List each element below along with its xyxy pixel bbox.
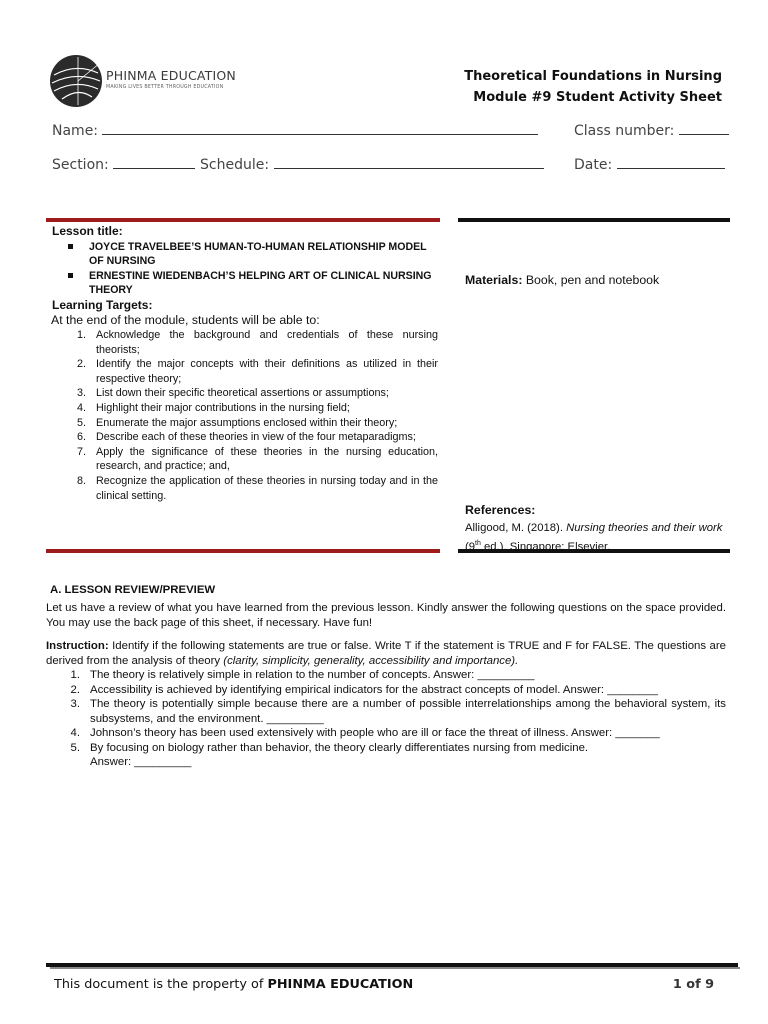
lesson-title-item: ERNESTINE WIEDENBACH’S HELPING ART OF CLINICAL NURSING THEORY <box>68 269 438 297</box>
references <box>465 503 735 555</box>
list-item: 8. Recognize the application of these theories in nursing today and in the clinical setting. <box>76 474 438 502</box>
section-heading: A. LESSON REVIEW/PREVIEW <box>50 584 216 596</box>
schedule-field[interactable] <box>200 155 544 173</box>
date-label: Date: <box>574 157 613 173</box>
schedule-blank[interactable] <box>274 155 544 169</box>
footer-property: This document is the property of PHINMA EDUCATION <box>54 977 414 992</box>
name-field[interactable] <box>52 121 538 139</box>
footer-rule-shadow <box>50 967 740 969</box>
module-title: Module #9 Student Activity Sheet <box>473 90 722 105</box>
references-label: References: <box>465 503 536 517</box>
phinma-logo <box>48 53 248 109</box>
reference-entry: Alligood, M. (2018). Nursing theories and their work (9th ed.). Singapore: Elsevier. <box>465 522 723 553</box>
list-item: 3. The theory is potentially simple because there are a number of possible interrelationships among the behavioral system, its subsystems, and the environment. _________ <box>70 698 726 725</box>
name-blank[interactable] <box>102 121 538 135</box>
list-item: 1. The theory is relatively simple in relation to the number of concepts. Answer: _________ <box>70 669 535 681</box>
list-item: 6. Describe each of these theories in view of the four metaparadigms; <box>76 431 416 444</box>
class-number-field[interactable] <box>574 121 729 139</box>
document-title <box>464 66 722 108</box>
page-number: 1 of 9 <box>672 977 714 992</box>
materials <box>465 273 659 287</box>
lesson-review-section <box>46 584 726 770</box>
true-false-items <box>46 668 726 770</box>
list-item: 7. Apply the significance of these theories in the nursing education, research, and practice; and, <box>76 445 438 473</box>
learning-targets-label: Learning Targets: <box>52 298 153 312</box>
materials-label: Materials: <box>465 273 523 287</box>
schedule-label: Schedule: <box>200 157 270 173</box>
lesson-bottom-rule <box>46 549 440 553</box>
learning-targets-list <box>68 328 438 503</box>
materials-text: Book, pen and notebook <box>525 273 660 287</box>
footer-owner: PHINMA EDUCATION <box>267 977 414 992</box>
lesson-panel <box>46 224 438 503</box>
list-item: 4. Highlight their major contributions in the nursing field; <box>76 401 350 414</box>
class-number-blank[interactable] <box>679 121 729 135</box>
list-item: 2. Accessibility is achieved by identifying empirical indicators for the abstract concepts of model. Answer: ________ <box>70 683 658 696</box>
course-title: Theoretical Foundations in Nursing <box>464 69 722 84</box>
lesson-title-item: JOYCE TRAVELBEE’S HUMAN-TO-HUMAN RELATIONSHIP MODEL OF NURSING <box>68 240 438 268</box>
item-5-answer: Answer: _________ <box>90 756 192 768</box>
lesson-top-rule <box>46 218 440 222</box>
date-blank[interactable] <box>617 155 725 169</box>
brand-name: PHINMA EDUCATION <box>106 68 236 83</box>
list-item: 1. Acknowledge the background and credentials of these nursing theorists; <box>76 329 438 356</box>
section-blank[interactable] <box>113 155 195 169</box>
section-label: Section: <box>52 157 109 173</box>
review-intro: Let us have a review of what you have learned from the previous lesson. Kindly answer the following questions on the space provided. You may use the back page of this sheet, if necessary. Have fun! <box>46 602 726 629</box>
list-item: 3. List down their specific theoretical assertions or assumptions; <box>76 387 389 400</box>
brand-tagline: MAKING LIVES BETTER THROUGH EDUCATION <box>106 85 224 90</box>
name-label: Name: <box>52 123 99 139</box>
list-item: 4. Johnson’s theory has been used extensively with people who are ill or face the threat of illness. Answer: _______ <box>70 727 660 739</box>
globe-logo-icon <box>48 53 104 109</box>
list-item: 5. Enumerate the major assumptions enclosed within their theory; <box>76 416 398 429</box>
instruction: Instruction: Identify if the following statements are true or false. Write T if the statement is TRUE and F for FALSE. The questions are derived from the analysis of theory (clarity, simplicity, generality, accessibility and importance). <box>46 640 726 667</box>
list-item: 5. By focusing on biology rather than behavior, the theory clearly differentiates nursing from medicine. Answer: _________ <box>70 741 589 768</box>
class-number-label: Class number: <box>574 123 675 139</box>
learning-targets-intro: At the end of the module, students will be able to: <box>51 313 320 327</box>
section-field[interactable] <box>52 155 195 173</box>
date-field[interactable] <box>574 155 725 173</box>
list-item: 2. Identify the major concepts with their definitions as utilized in their respective theory; <box>76 358 438 385</box>
lesson-title-list <box>68 240 438 297</box>
lesson-title-label: Lesson title: <box>52 224 123 238</box>
materials-top-rule <box>458 218 730 222</box>
